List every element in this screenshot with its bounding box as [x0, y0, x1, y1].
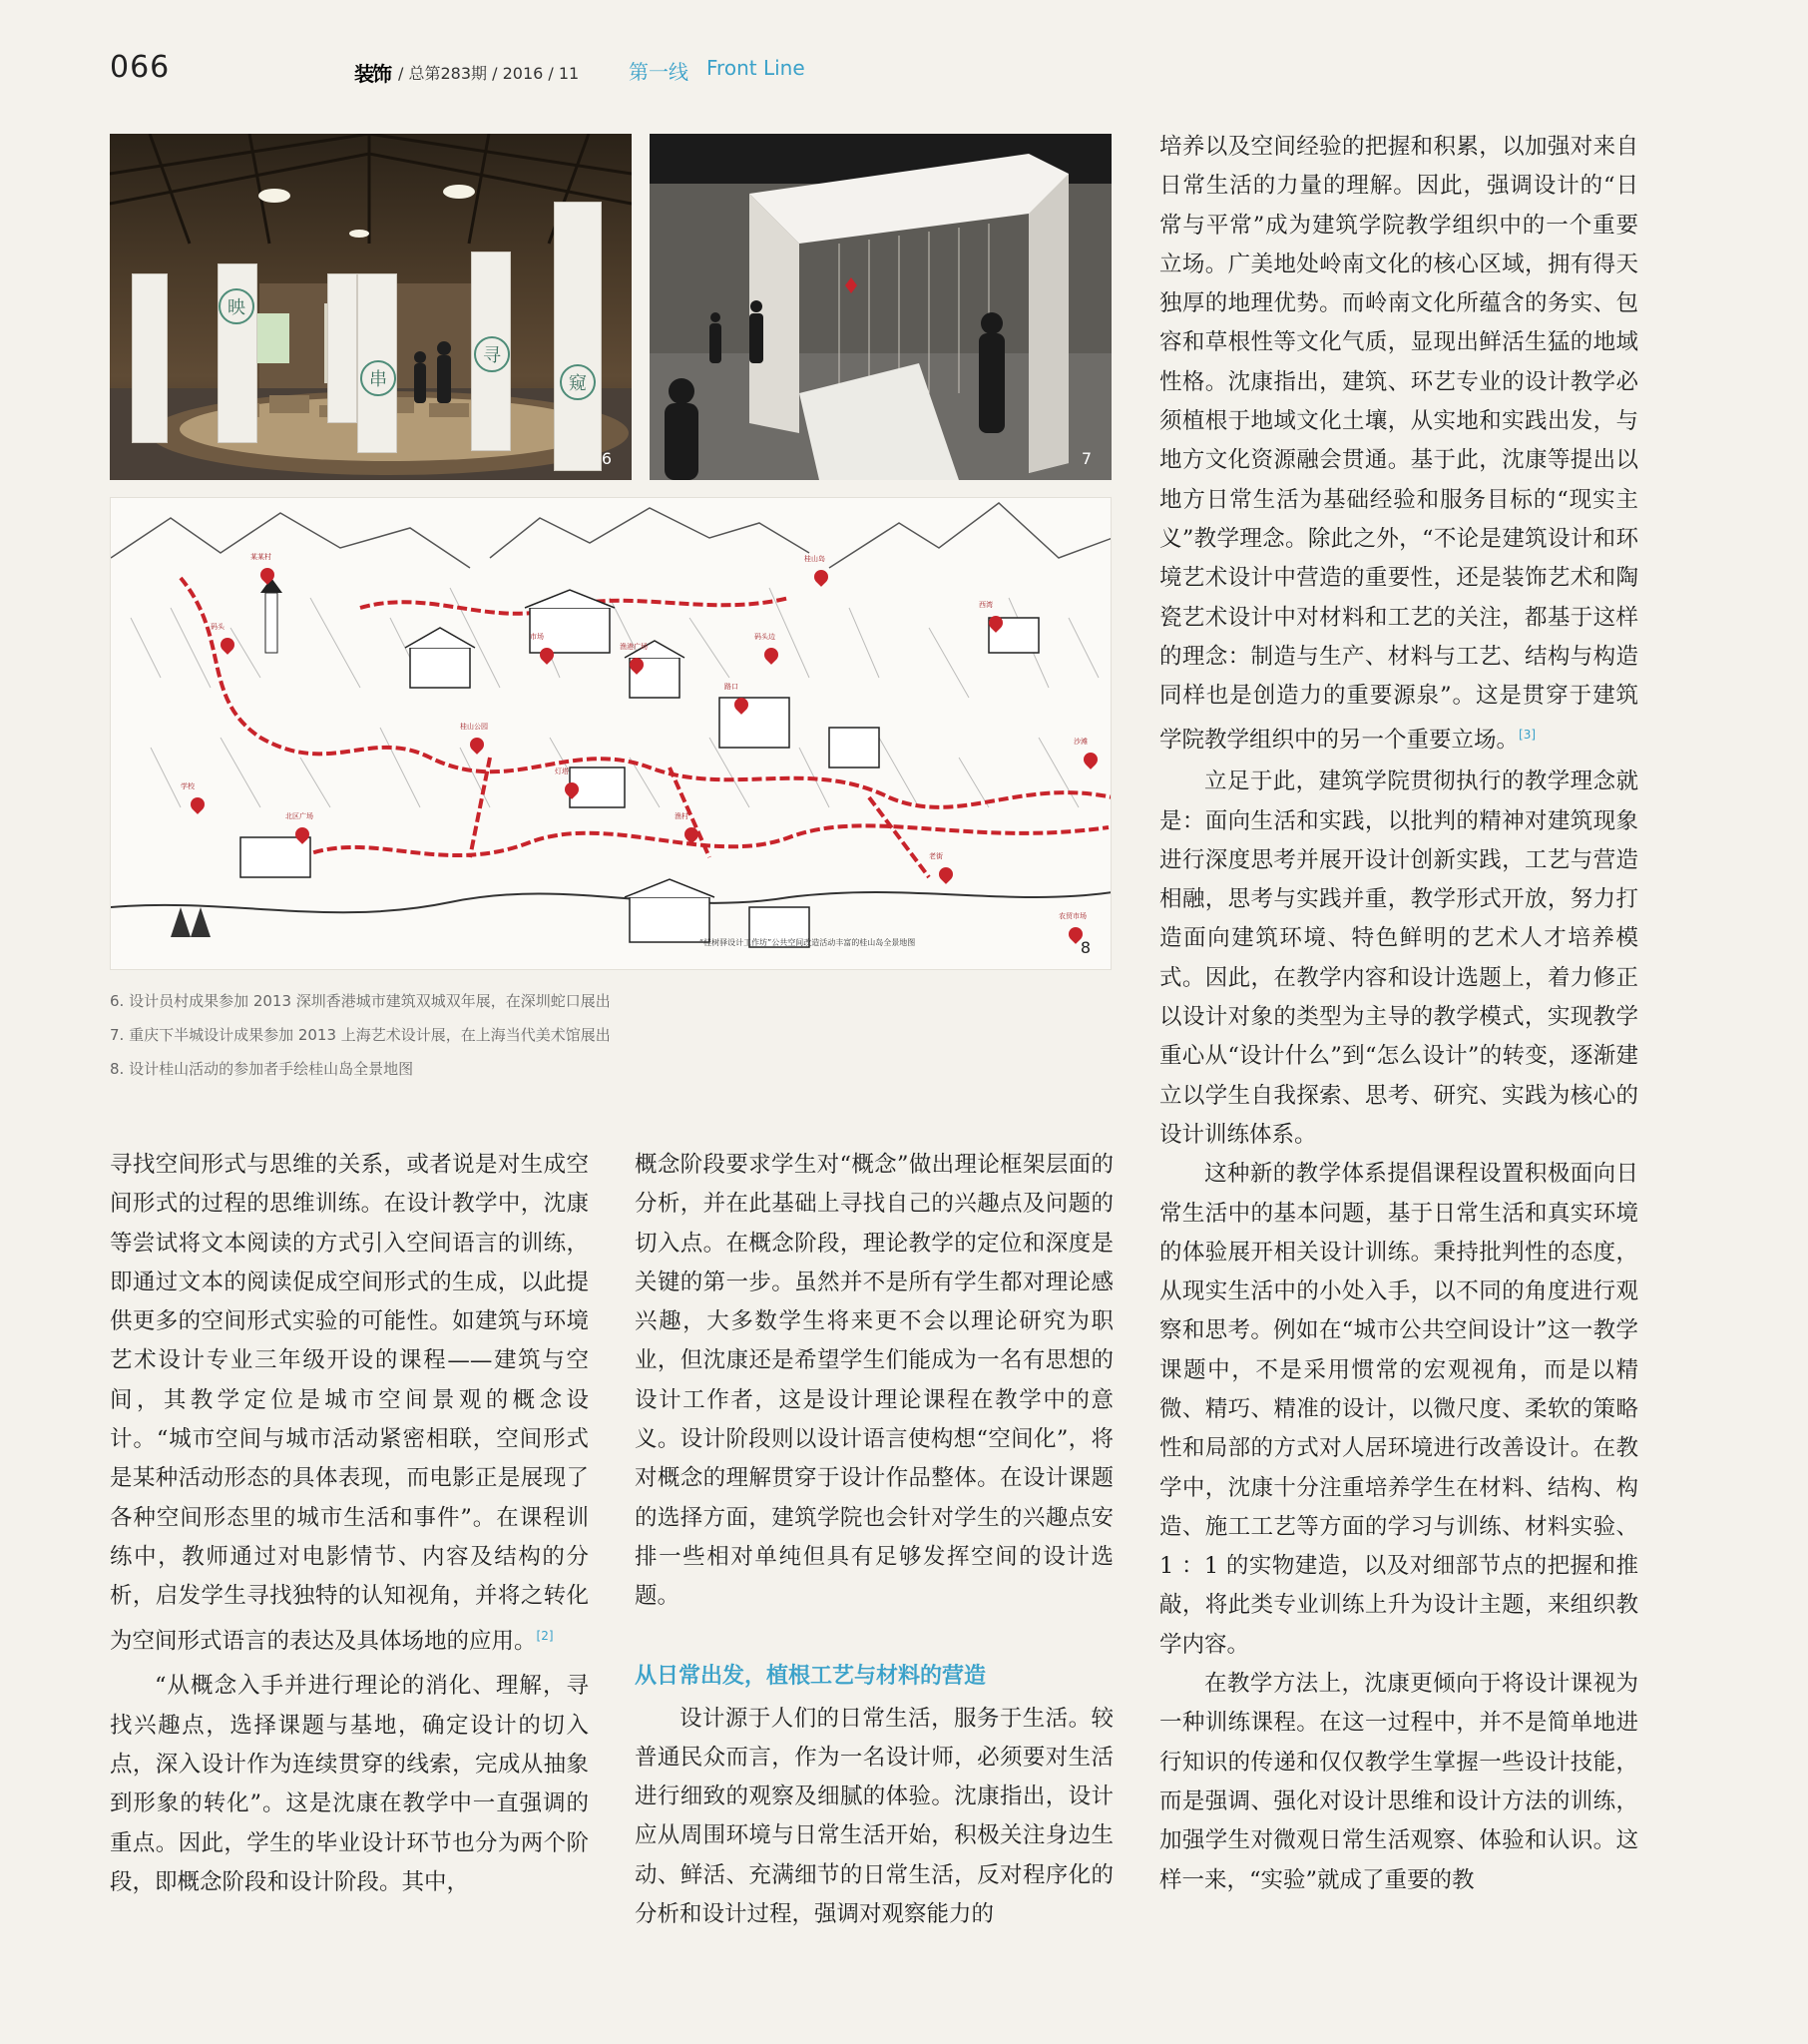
text-column-right — [1159, 128, 1638, 1900]
section-subheading: 从日常出发，植根工艺与材料的营造 — [635, 1663, 987, 1689]
map-pin-label: 西湾 — [979, 601, 993, 609]
caption-7: 7. 重庆下半城设计成果参加 2013 上海艺术设计展，在上海当代美术馆展出 — [110, 1026, 611, 1044]
map-title: “桂树驿设计工作坊”公共空间改造活动丰富的桂山岛全景地图 — [699, 938, 916, 947]
masthead — [354, 58, 579, 87]
figure-8-map — [110, 497, 1112, 970]
paragraph: 寻找空间形式与思维的关系，或者说是对生成空间形式的过程的思维训练。在设计教学中，沈康等尝试将文本阅读的方式引入空间语言的训练，即通过文本的阅读促成空间形式的生成，以此提供更多的空间形式实验的可能性。如建筑与环境艺术设计专业三年级开设的课程——建筑与空间，其教学定位是城市空间景观的概念设计。“城市空间与城市活动紧密相联，空间形式是某种活动形态的具体表现，而电影正是展现了各种空间形态里的城市生活和事件”。在课程训练中，教师通过对电影情节、内容及结构的分析，启发学生寻找独特的认知视角，并将之转化为空间形式语言的表达及具体场地的应用。[2] — [110, 1152, 589, 1655]
paragraph: 立足于此，建筑学院贯彻执行的教学理念就是：面向生活和实践，以批判的精神对建筑现象进行深度思考并展开设计创新实践，工艺与营造相融，思考与实践并重，教学形式开放，努力打造面向建筑环境、特色鲜明的艺术人才培养模式。因此，在教学内容和设计选题上，着力修正以设计对象的类型为主导的教学模式，实现教学重心从“设计什么”到“怎么设计”的转变，逐渐建立以学生自我探索、思考、研究、实践为核心的设计训练体系。 — [1159, 768, 1638, 1148]
map-pin-label: 路口 — [724, 683, 738, 691]
gallery-installation-illustration — [650, 134, 1112, 480]
paragraph: 设计源于人们的日常生活，服务于生活。较普通民众而言，作为一名设计师，必须要对生活进行细致的观察及细腻的体验。沈康指出，设计应从周围环境与日常生活开始，积极关注身边生动、鲜活、充满细节的日常生活，反对程序化的分析和设计过程，强调对观察能力的 — [635, 1705, 1114, 1928]
exhibition-banner — [327, 273, 357, 423]
caption-8: 8. 设计桂山活动的参加者手绘桂山岛全景地图 — [110, 1060, 414, 1078]
map-pin-label: 沙滩 — [1074, 738, 1088, 746]
map-pin-label: 灯塔 — [555, 767, 569, 775]
paragraph: 概念阶段要求学生对“概念”做出理论框架层面的分析，并在此基础上寻找自己的兴趣点及问题的切入点。在概念阶段，理论教学的定位和深度是关键的第一步。虽然并不是所有学生都对理论感兴趣，大多数学生将来更不会以理论研究为职业，但沈康还是希望学生们能成为一名有思想的设计工作者，这是设计理论课程在教学中的意义。设计阶段则以设计语言使构想“空间化”，将对概念的理解贯穿于设计作品整体。在设计课题的选择方面，建筑学院也会针对学生的兴趣点安排一些相对单纯但具有足够发挥空间的设计选题。 — [635, 1152, 1114, 1610]
map-pin-label: 北区广场 — [285, 812, 313, 820]
issue-info: / 总第283期 / 2016 / 11 — [398, 64, 580, 83]
reference-mark: [3] — [1519, 728, 1537, 743]
figure-number: 7 — [1081, 449, 1092, 468]
map-pin-label: 码头 — [211, 623, 225, 631]
exhibition-banner — [357, 273, 397, 453]
text-column-middle — [635, 1146, 1114, 1934]
page-number: 066 — [110, 50, 171, 85]
magazine-logo: 装饰 — [354, 62, 390, 86]
paragraph: “从概念入手并进行理论的消化、理解，寻找兴趣点，选择课题与基地，确定设计的切入点，深入设计作为连续贯穿的线索，完成从抽象到形象的转化”。这是沈康在教学中一直强调的重点。因此，学生的毕业设计环节也分为两个阶段，即概念阶段和设计阶段。其中， — [110, 1673, 589, 1895]
map-pin-label: 码头边 — [754, 633, 775, 641]
figure-6-photo — [110, 134, 632, 480]
figure-7-photo — [650, 134, 1112, 480]
map-pin-label: 农贸市场 — [1059, 912, 1087, 920]
banner-glyph: 寻 — [474, 336, 510, 372]
banner-glyph: 映 — [219, 288, 254, 324]
text-column-left — [110, 1146, 589, 1902]
exhibition-banner — [471, 252, 511, 451]
figure-captions — [110, 984, 1112, 1086]
section-label-en: Front Line — [706, 56, 805, 80]
figure-number: 6 — [601, 449, 612, 468]
paragraph: 培养以及空间经验的把握和积累，以加强对来自日常生活的力量的理解。因此，强调设计的“日常与平常”成为建筑学院教学组织中的一个重要立场。广美地处岭南文化的核心区域，拥有得天独厚的地理优势。而岭南文化所蕴含的务实、包容和草根性等文化气质，显现出鲜活生猛的地域性格。沈康指出，建筑、环艺专业的设计教学必须植根于地域文化土壤，从实地和实践出发，与地方文化资源融会贯通。基于此，沈康等提出以地方日常生活为基础经验和服务目标的“现实主义”教学理念。除此之外，“不论是建筑设计和环境艺术设计中营造的重要性，还是装饰艺术和陶瓷艺术设计中对材料和工艺的关注，都基于这样的理念：制造与生产、材料与工艺、结构与构造同样也是创造力的重要源泉”。这是贯穿于建筑学院教学组织中的另一个重要立场。[3] — [1159, 134, 1638, 754]
hand-drawn-map-illustration — [111, 498, 1112, 970]
map-pin-label: 桂山岛 — [804, 555, 825, 563]
section-label — [629, 56, 805, 85]
map-pin-label: 某某村 — [250, 553, 271, 561]
map-pin-label: 渔村 — [675, 812, 688, 820]
map-pin-label: 老街 — [929, 852, 943, 860]
map-pin-label: 市场 — [530, 633, 544, 641]
banner-glyph: 串 — [360, 360, 396, 396]
paragraph: 在教学方法上，沈康更倾向于将设计课视为一种训练课程。在这一过程中，并不是简单地进行知识的传递和仅仅教学生掌握一些设计技能，而是强调、强化对设计思维和设计方法的训练，加强学生对微观日常生活观察、体验和认识。这样一来，“实验”就成了重要的教 — [1159, 1671, 1638, 1893]
reference-mark: [2] — [536, 1628, 554, 1643]
exhibition-banner — [554, 202, 602, 471]
map-pin-label: 渔港广场 — [620, 643, 648, 651]
exhibition-banner — [132, 273, 168, 443]
banner-glyph: 窥 — [560, 364, 596, 400]
figure-number: 8 — [1080, 938, 1091, 957]
section-label-cn: 第一线 — [629, 60, 688, 84]
paragraph: 这种新的教学体系提倡课程设置积极面向日常生活中的基本问题，基于日常生活和真实环境的体验展开相关设计训练。秉持批判性的态度，从现实生活中的小处入手，以不同的角度进行观察和思考。例如在“城市公共空间设计”这一教学课题中，不是采用惯常的宏观视角，而是以精微、精巧、精准的设计，以微尺度、柔软的策略性和局部的方式对人居环境进行改善设计。在教学中，沈康十分注重培养学生在材料、结构、构造、施工工艺等方面的学习与训练、材料实验、1 ：1 的实物建造，以及对细部节点的把握和推敲，将此类专业训练上升为设计主题，来组织教学内容。 — [1159, 1161, 1638, 1658]
map-pin-label: 学校 — [181, 782, 195, 790]
caption-6: 6. 设计员村成果参加 2013 深圳香港城市建筑双城双年展，在深圳蛇口展出 — [110, 992, 611, 1010]
map-pin-label: 桂山公园 — [460, 723, 488, 731]
exhibition-banner — [218, 263, 257, 443]
